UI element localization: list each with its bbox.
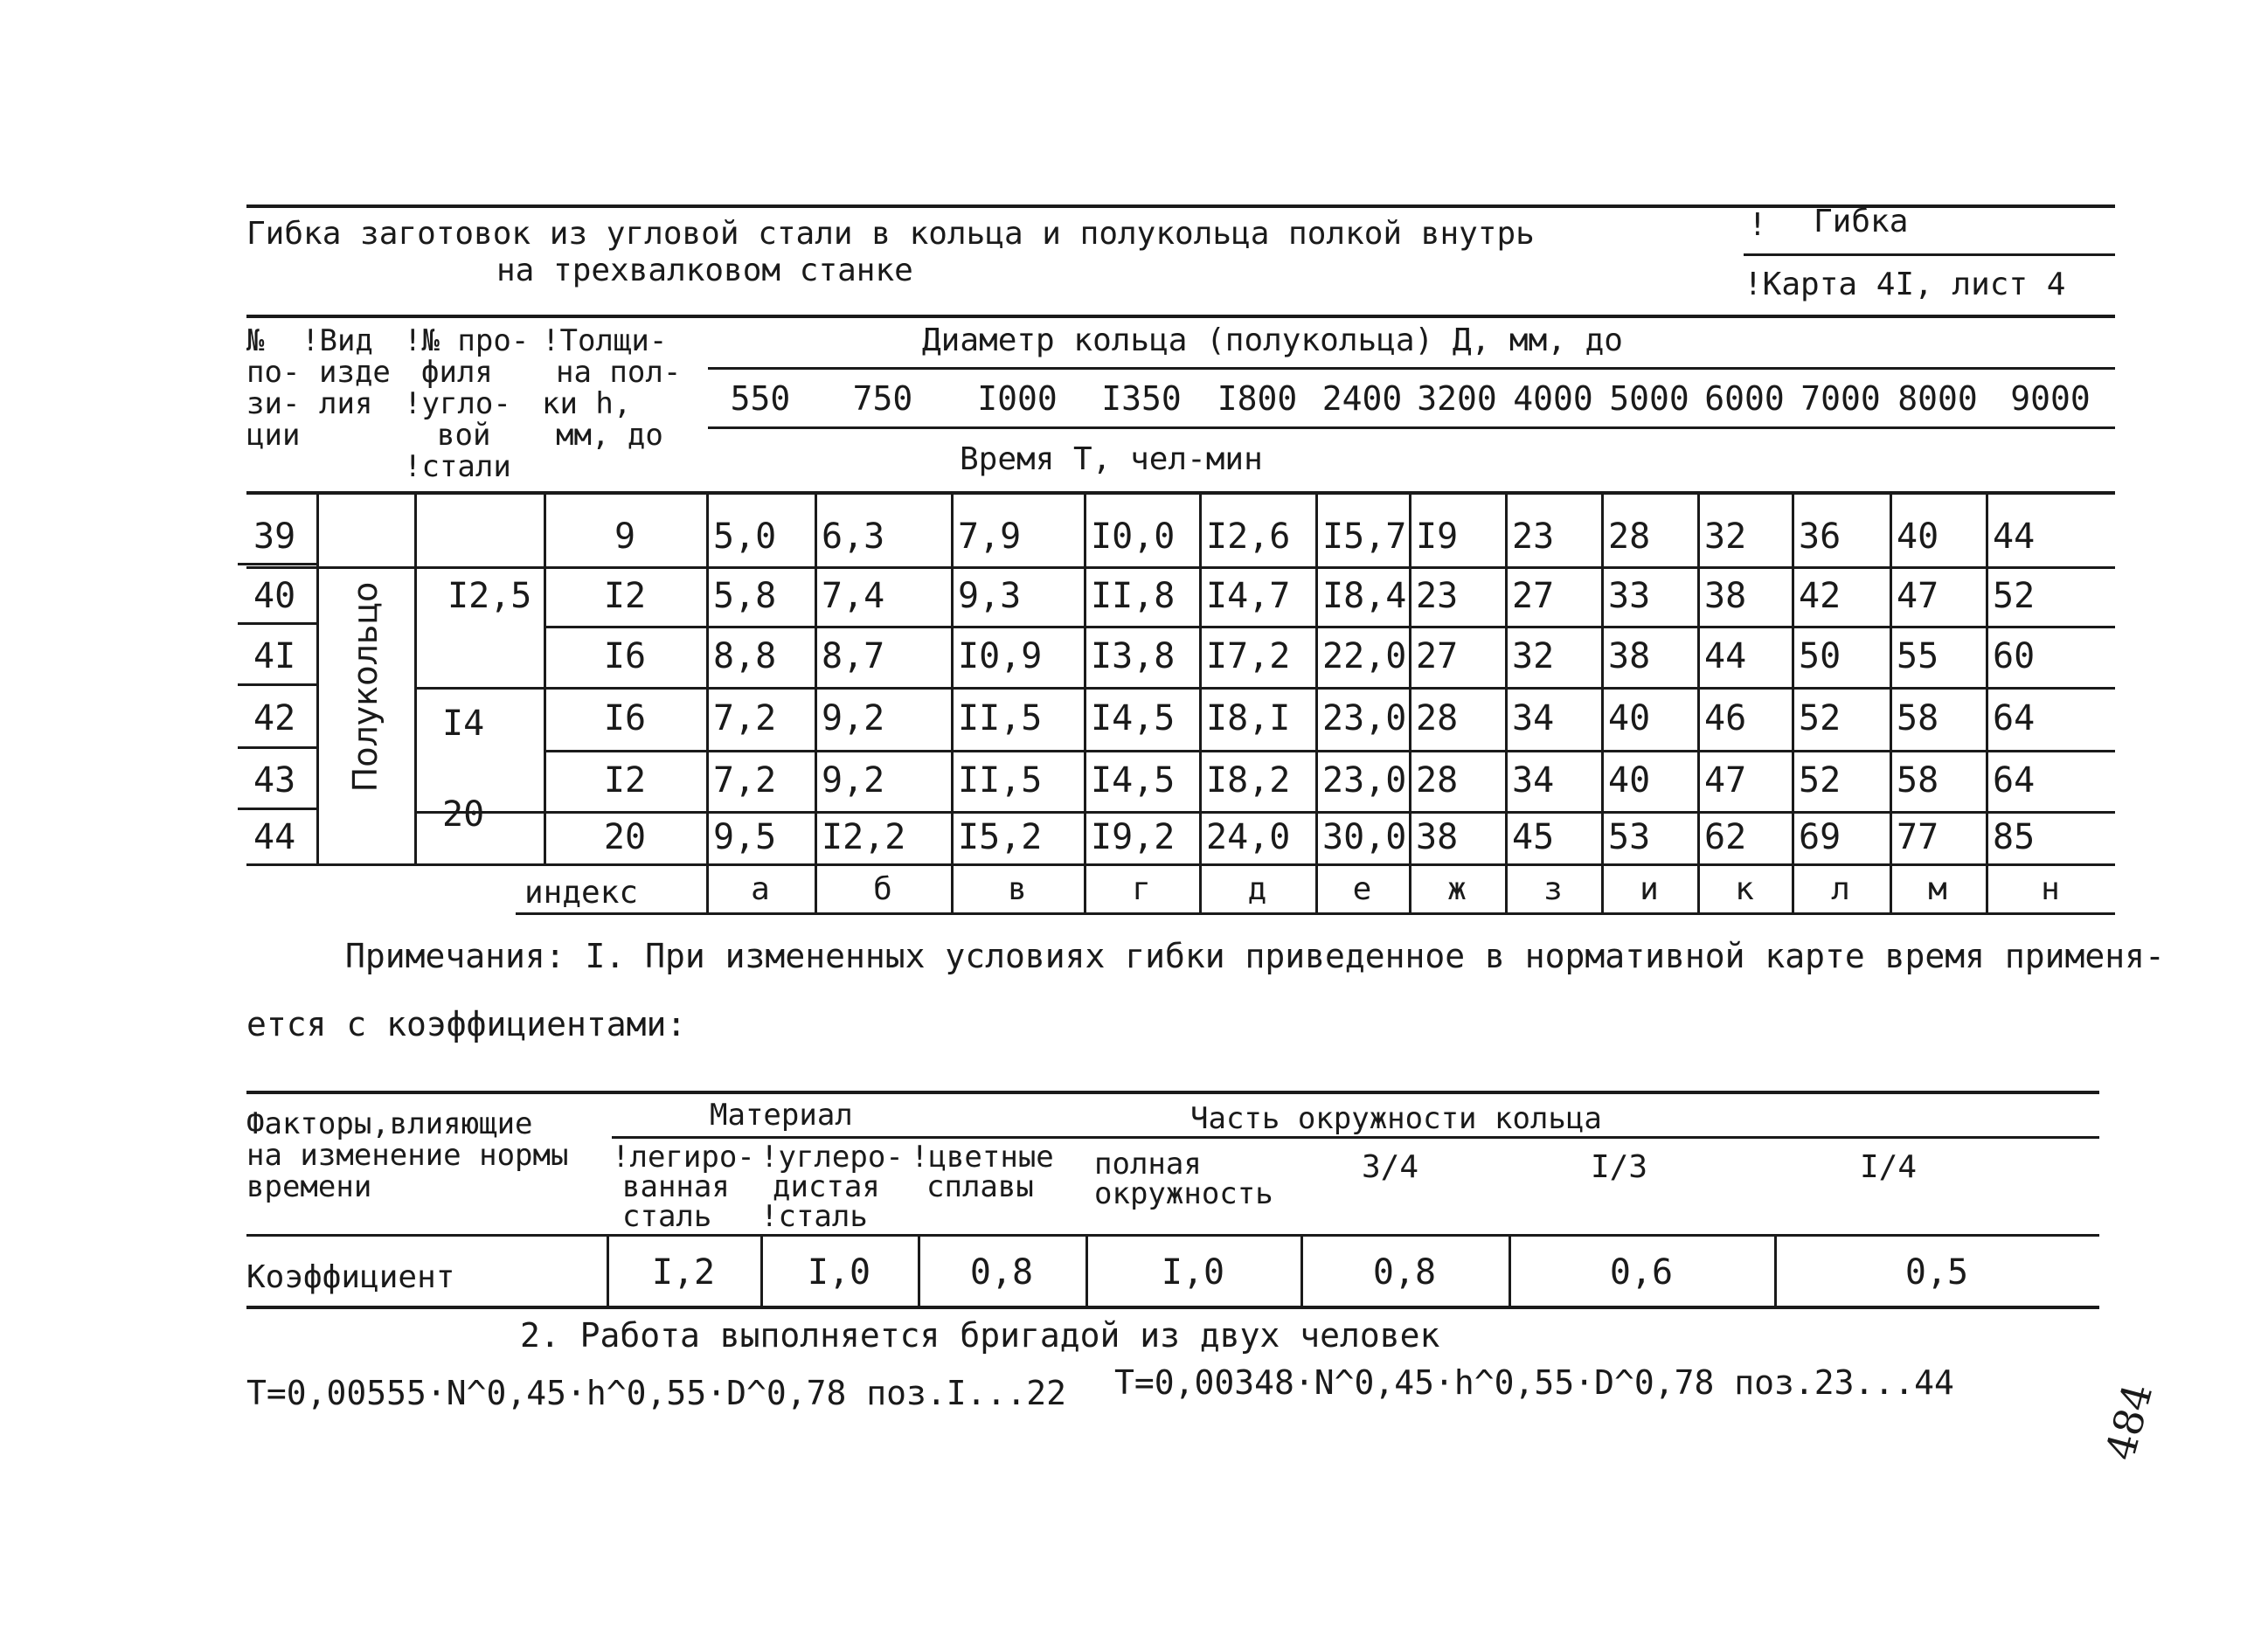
coef-value: 0,8: [1372, 1252, 1437, 1293]
diameter-value: I000: [977, 379, 1058, 418]
index-letter: е: [1352, 870, 1372, 907]
coef-value: I,0: [1161, 1252, 1225, 1293]
mat-col-3-1: !цветные: [911, 1140, 1054, 1175]
time-title: Время Т, чел-мин: [960, 441, 1263, 477]
thickness-value: I6: [603, 636, 647, 676]
hdr-profile-4: вой: [437, 418, 491, 453]
kind-label: Полукольцо: [346, 581, 385, 793]
coef-value: I,2: [651, 1252, 716, 1293]
time-value: 38: [1416, 817, 1459, 857]
circle-part-header: Часть окружности кольца: [1190, 1101, 1602, 1136]
time-value: 23,0: [1322, 760, 1407, 801]
time-value: 5,8: [713, 576, 777, 616]
time-value: 9,5: [713, 817, 777, 857]
index-letter: в: [1008, 870, 1027, 907]
coef-value: 0,8: [969, 1252, 1034, 1293]
time-value: 9,2: [822, 760, 885, 801]
thickness-value: 20: [603, 817, 647, 857]
time-value: 24,0: [1206, 817, 1291, 857]
position-number: 4I: [253, 636, 296, 676]
time-value: 9,2: [822, 698, 885, 738]
section-separator: !: [1748, 207, 1767, 243]
time-value: 23: [1416, 576, 1459, 616]
time-value: II,5: [958, 698, 1043, 738]
time-value: 52: [1993, 576, 2036, 616]
time-value: 64: [1993, 760, 2036, 801]
time-value: 7,2: [713, 698, 777, 738]
diameter-values-rule: [708, 426, 2115, 429]
hdr-pos-3: зи-: [246, 386, 301, 421]
index-letter: и: [1640, 870, 1659, 907]
index-bottom-rule: [516, 912, 2115, 915]
time-value: 9,3: [958, 576, 1022, 616]
index-letter: к: [1735, 870, 1754, 907]
hdr-profile-3: !угло-: [404, 386, 511, 421]
time-value: 58: [1897, 760, 1939, 801]
coef-col-line: [1774, 1234, 1777, 1307]
factor-header-3: времени: [246, 1169, 372, 1204]
time-value: I9: [1416, 516, 1459, 557]
time-value: 77: [1897, 817, 1939, 857]
time-value: 27: [1416, 636, 1459, 676]
index-letter: м: [1928, 870, 1947, 907]
index-letter: а: [751, 870, 770, 907]
note-1-line2: ется с коэффициентами:: [246, 1005, 687, 1043]
thickness-value: I6: [603, 698, 647, 738]
time-value: I2,6: [1206, 516, 1291, 557]
coef-top-rule: [246, 1091, 2099, 1094]
time-value: 8,7: [822, 636, 885, 676]
time-value: 28: [1416, 760, 1459, 801]
time-value: 50: [1799, 636, 1841, 676]
formula-1: Т=0,00555·N^0,45·h^0,55·D^0,78 поз.I...22: [246, 1374, 1066, 1412]
part-col-3: I/3: [1591, 1149, 1648, 1185]
hdr-profile-1: !№ про-: [404, 323, 530, 358]
time-value: I3,8: [1091, 636, 1176, 676]
index-letter: л: [1831, 870, 1850, 907]
coef-header-bottom-rule: [246, 1234, 2099, 1237]
diameter-value: I350: [1101, 379, 1182, 418]
time-value: 28: [1416, 698, 1459, 738]
time-value: 55: [1897, 636, 1939, 676]
diameter-value: 9000: [2010, 379, 2091, 418]
time-value: 47: [1704, 760, 1747, 801]
time-value: 40: [1608, 698, 1651, 738]
hdr-thick-2: на пол-: [556, 355, 682, 390]
hdr-pos-4: ции: [246, 418, 301, 453]
diameter-value: I800: [1217, 379, 1298, 418]
index-letter: ж: [1447, 870, 1467, 907]
position-number: 43: [253, 760, 296, 801]
time-value: I0,0: [1091, 516, 1176, 557]
diameter-value: 6000: [1704, 379, 1785, 418]
part-col-4: I/4: [1860, 1149, 1918, 1185]
time-value: 7,4: [822, 576, 885, 616]
time-value: 33: [1608, 576, 1651, 616]
time-value: 38: [1704, 576, 1747, 616]
hdr-pos-1: №: [246, 323, 265, 358]
time-value: 42: [1799, 576, 1841, 616]
diameter-title-rule: [708, 367, 2115, 370]
coef-value: 0,6: [1609, 1252, 1674, 1293]
part-col-1-1: полная: [1094, 1147, 1202, 1182]
index-letter: з: [1543, 870, 1563, 907]
time-value: II,8: [1091, 576, 1176, 616]
time-value: 22,0: [1322, 636, 1407, 676]
time-value: 7,9: [958, 516, 1022, 557]
time-value: I4,7: [1206, 576, 1291, 616]
time-value: I8,4: [1322, 576, 1407, 616]
time-value: 34: [1512, 698, 1555, 738]
profile-12-5: I2,5: [447, 576, 532, 616]
position-number: 42: [253, 698, 296, 738]
time-value: 34: [1512, 760, 1555, 801]
time-value: 64: [1993, 698, 2036, 738]
time-value: 7,2: [713, 760, 777, 801]
header-bottom-rule: [246, 315, 2115, 318]
time-value: I4,5: [1091, 698, 1176, 738]
time-value: 52: [1799, 698, 1841, 738]
note-1-line1: Примечания: I. При измененных условиях гибки приведенное в нормативной карте время применя-: [345, 937, 2165, 975]
mat-col-2-2: дистая: [773, 1169, 880, 1204]
time-value: I2,2: [822, 817, 906, 857]
factor-header-2: на изменение нормы: [246, 1138, 569, 1173]
coef-col-line: [760, 1234, 763, 1307]
hdr-pos-2: по-: [246, 355, 301, 390]
diameter-value: 2400: [1321, 379, 1403, 418]
time-value: I8,2: [1206, 760, 1291, 801]
time-value: 52: [1799, 760, 1841, 801]
hdr-profile-5: !стали: [404, 449, 511, 484]
formula-2: Т=0,00348·N^0,45·h^0,55·D^0,78 поз.23...44: [1114, 1363, 1954, 1402]
factor-header-1: Факторы,влияющие: [246, 1106, 533, 1141]
time-value: I5,2: [958, 817, 1043, 857]
table-header-bottom-rule: [246, 491, 2115, 495]
index-letter: б: [873, 870, 892, 907]
mat-col-2-3: !сталь: [760, 1199, 868, 1234]
part-col-1-2: окружность: [1094, 1176, 1273, 1211]
index-letter: н: [2041, 870, 2060, 907]
time-value: 46: [1704, 698, 1747, 738]
section-rule: [1744, 253, 2115, 256]
time-value: 30,0: [1322, 817, 1407, 857]
time-value: I9,2: [1091, 817, 1176, 857]
time-value: 47: [1897, 576, 1939, 616]
mat-col-3-2: сплавы: [926, 1169, 1034, 1204]
index-letter: г: [1132, 870, 1151, 907]
time-value: 69: [1799, 817, 1841, 857]
time-value: 40: [1897, 516, 1939, 557]
position-number: 40: [253, 576, 296, 616]
coef-col-line: [918, 1234, 920, 1307]
coef-col-line: [607, 1234, 609, 1307]
time-value: I4,5: [1091, 760, 1176, 801]
diameter-value: 8000: [1897, 379, 1978, 418]
time-value: 23,0: [1322, 698, 1407, 738]
hdr-thick-4: мм, до: [556, 418, 663, 453]
time-value: 60: [1993, 636, 2036, 676]
section-label: Гибка: [1814, 204, 1909, 239]
time-value: 58: [1897, 698, 1939, 738]
doc-title-line1: Гибка заготовок из угловой стали в кольца и полукольца полкой внутрь: [246, 216, 1535, 252]
doc-title-line2: на трехвалковом станке: [496, 253, 913, 288]
diameter-value: 7000: [1800, 379, 1881, 418]
profile-20: 20: [442, 794, 485, 835]
thickness-value: 9: [614, 516, 636, 557]
time-value: 32: [1704, 516, 1747, 557]
kind-cell: [316, 507, 414, 863]
hdr-profile-2: филя: [421, 355, 493, 390]
time-value: 27: [1512, 576, 1555, 616]
index-label: индекс: [524, 875, 639, 911]
mat-col-1-3: сталь: [622, 1199, 712, 1234]
position-number: 44: [253, 817, 296, 857]
coef-col-line: [1509, 1234, 1511, 1307]
time-value: 85: [1993, 817, 2036, 857]
time-value: 38: [1608, 636, 1651, 676]
diameter-value: 5000: [1609, 379, 1689, 418]
note-2: 2. Работа выполняется бригадой из двух человек: [520, 1316, 1440, 1355]
mat-col-1-1: !легиро-: [612, 1140, 755, 1175]
row-line: [246, 863, 2115, 866]
time-value: I0,9: [958, 636, 1043, 676]
time-value: 36: [1799, 516, 1841, 557]
time-value: 5,0: [713, 516, 777, 557]
thickness-value: I2: [603, 760, 647, 801]
time-value: 45: [1512, 817, 1555, 857]
coef-col-line: [1300, 1234, 1303, 1307]
hdr-kind-2: изде: [319, 355, 391, 390]
page-number-mark: 484: [2096, 1378, 2162, 1466]
coef-subheader-rule: [612, 1136, 2099, 1139]
coef-col-line: [1085, 1234, 1088, 1307]
diameter-value: 4000: [1513, 379, 1593, 418]
time-value: 6,3: [822, 516, 885, 557]
card-label: !Карта 4I, лист 4: [1744, 267, 2066, 302]
mat-col-1-2: ванная: [622, 1169, 730, 1204]
time-value: II,5: [958, 760, 1043, 801]
thickness-value: I2: [603, 576, 647, 616]
material-header: Материал: [710, 1098, 853, 1133]
hdr-thick-3: ки h,: [542, 386, 632, 421]
time-value: 53: [1608, 817, 1651, 857]
mat-col-2-1: !углеро-: [760, 1140, 904, 1175]
coef-row-label: Коэффициент: [246, 1259, 455, 1295]
diameter-value: 550: [730, 379, 791, 418]
position-number: 39: [253, 516, 296, 557]
diameter-value: 3200: [1417, 379, 1497, 418]
time-value: 44: [1993, 516, 2036, 557]
time-value: 40: [1608, 760, 1651, 801]
time-value: 8,8: [713, 636, 777, 676]
coef-value: I,0: [807, 1252, 871, 1293]
coef-value: 0,5: [1904, 1252, 1969, 1293]
coef-bottom-rule: [246, 1306, 2099, 1309]
hdr-kind-1: !Вид: [302, 323, 373, 358]
time-value: 32: [1512, 636, 1555, 676]
profile-14: I4: [442, 704, 485, 744]
time-value: 23: [1512, 516, 1555, 557]
diameter-value: 750: [852, 379, 913, 418]
diameter-title: Диаметр кольца (полукольца) Д, мм, до: [922, 322, 1623, 358]
time-value: 44: [1704, 636, 1747, 676]
time-value: I7,2: [1206, 636, 1291, 676]
part-col-2: 3/4: [1362, 1149, 1419, 1185]
time-value: I8,I: [1206, 698, 1291, 738]
time-value: 28: [1608, 516, 1651, 557]
time-value: I5,7: [1322, 516, 1407, 557]
col-line-profile: [414, 495, 417, 865]
hdr-kind-3: лия: [319, 386, 373, 421]
index-letter: д: [1247, 870, 1267, 907]
time-value: 62: [1704, 817, 1747, 857]
hdr-thick-1: !Толщи-: [542, 323, 668, 358]
